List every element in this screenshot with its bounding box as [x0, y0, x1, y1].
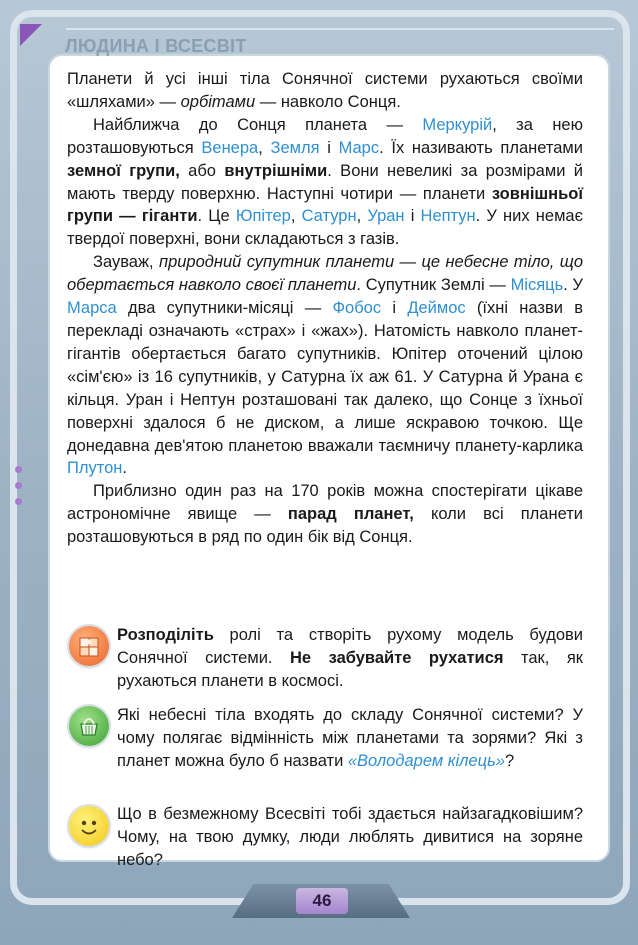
link-neptune[interactable]: Нептун	[420, 207, 476, 226]
paragraph-planet-groups	[67, 114, 583, 251]
paragraph-satellites	[67, 251, 583, 480]
task-mystery	[117, 803, 583, 872]
text-run: .	[122, 459, 127, 478]
task-emphasis: Не забувайте рухатися	[290, 648, 504, 667]
link-jupiter[interactable]: Юпітер	[235, 207, 291, 226]
dot-icon	[15, 482, 22, 489]
header-divider	[66, 28, 614, 30]
smiley-icon-graphic	[69, 806, 109, 846]
link-earth[interactable]: Земля	[270, 138, 320, 157]
text-run: ролі та створіть рухому модель будови Сонячної системи.	[117, 626, 583, 667]
text-run: , за нею розташовуються	[67, 115, 583, 157]
text-run: Які небесні тіла входять до складу Сонячної системи? У чому полягає відмінність між планетами та зорями? Які з планет можна було б назвати	[117, 706, 583, 770]
text-run: Планети й усі інші тіла Сонячної системи рухаються своїми «шляхами» —	[67, 70, 583, 111]
text-run: Приблизно один раз на 170 років можна спостерігати цікаве астрономічне явище —	[67, 482, 583, 524]
puzzle-icon	[69, 626, 109, 666]
link-saturn[interactable]: Сатурн	[301, 207, 357, 226]
text-run: Зауваж,	[93, 253, 159, 272]
text-run: і	[404, 207, 421, 226]
text-run: або	[179, 161, 225, 180]
text-run: (їхні назви в перекладі означають «страх» і «жах»). Натомість навколо планет-гігантів обертається багато супутників. Юпітер оточений цілою «сім'єю» із 16 супутників, у Сатурна їх аж 61. У Сатурна й Урана є кільця. Уран і Нептун розташовані так далеко, що Сонце з їхньої поверхні здалося б не диском, а лише яскравою точкою. Ще донедавна дев'ятою планетою вважали таємничу планету-карлика	[67, 299, 583, 455]
smiley-icon	[69, 806, 109, 846]
text-run: . Їх називають планетами	[379, 138, 583, 157]
text-run: так, як рухаються планети в космосі.	[117, 648, 583, 690]
link-mars[interactable]: Марса	[67, 299, 117, 318]
text-run: Найближча до Сонця планета —	[93, 115, 423, 134]
task-verb: Розподіліть	[117, 626, 214, 644]
puzzle-icon-graphic	[69, 626, 109, 666]
term-terrestrial: земної групи,	[67, 161, 180, 180]
text-run: і	[381, 299, 408, 318]
paragraph-orbits	[67, 68, 583, 114]
task-questions	[117, 704, 583, 773]
link-uranus[interactable]: Уран	[367, 207, 405, 226]
text-run: коли всі планети розташовуються в ряд по один бік від Сонця.	[67, 505, 583, 547]
term-parade: парад планет,	[287, 505, 414, 524]
text-run: . Вони невеликі за розмірами й мають тверду поверхню. Наступні чотири — планети	[67, 161, 583, 203]
side-dots	[15, 466, 22, 514]
text-run: два супутники-місяці —	[116, 299, 333, 318]
text-run: Що в безмежному Всесвіті тобі здається найзагадковішим? Чому, на твою думку, люди люблять дивитися на зоряне небо?	[117, 805, 583, 869]
text-run: ?	[504, 751, 515, 770]
text-run: ,	[356, 207, 368, 226]
term-inner: внутрішніми	[224, 161, 328, 180]
text-run: . Супутник Землі —	[356, 276, 511, 295]
basket-icon-graphic	[69, 706, 109, 746]
link-phobos[interactable]: Фобос	[332, 299, 382, 318]
link-deimos[interactable]: Деймос	[407, 299, 466, 318]
text-run: і	[319, 138, 339, 157]
task-roles	[117, 624, 583, 693]
link-moon[interactable]: Місяць	[510, 276, 564, 295]
main-text	[67, 68, 583, 549]
chapter-title: ЛЮДИНА І ВСЕСВІТ	[65, 36, 247, 56]
link-mars[interactable]: Марс	[338, 138, 380, 157]
text-run: ,	[258, 138, 271, 157]
text-run: — навколо Сонця.	[255, 92, 401, 111]
link-mercury[interactable]: Меркурій	[422, 115, 493, 134]
link-venus[interactable]: Венера	[201, 138, 259, 157]
link-pluto[interactable]: Плутон	[67, 459, 123, 478]
paragraph-parade	[67, 480, 583, 549]
dot-icon	[15, 466, 22, 473]
text-run: ,	[290, 207, 302, 226]
dot-icon	[15, 498, 22, 505]
header-triangle-icon	[20, 24, 42, 46]
term-orbits: орбітами	[180, 92, 256, 111]
term-giants: зовнішньої групи — гіганти	[67, 184, 583, 226]
text-run: . У	[563, 276, 583, 295]
basket-icon	[69, 706, 109, 746]
link-ring-lord[interactable]: «Володарем кілець»	[347, 751, 505, 770]
page-number: 46	[296, 888, 348, 914]
definition-satellite: природний супутник планети — це небесне тіло, що обертається навколо своєї планети	[67, 253, 584, 295]
text-run: . У них немає твердої поверхні, вони складаються з газів.	[67, 207, 584, 249]
text-run: . Це	[197, 207, 236, 226]
